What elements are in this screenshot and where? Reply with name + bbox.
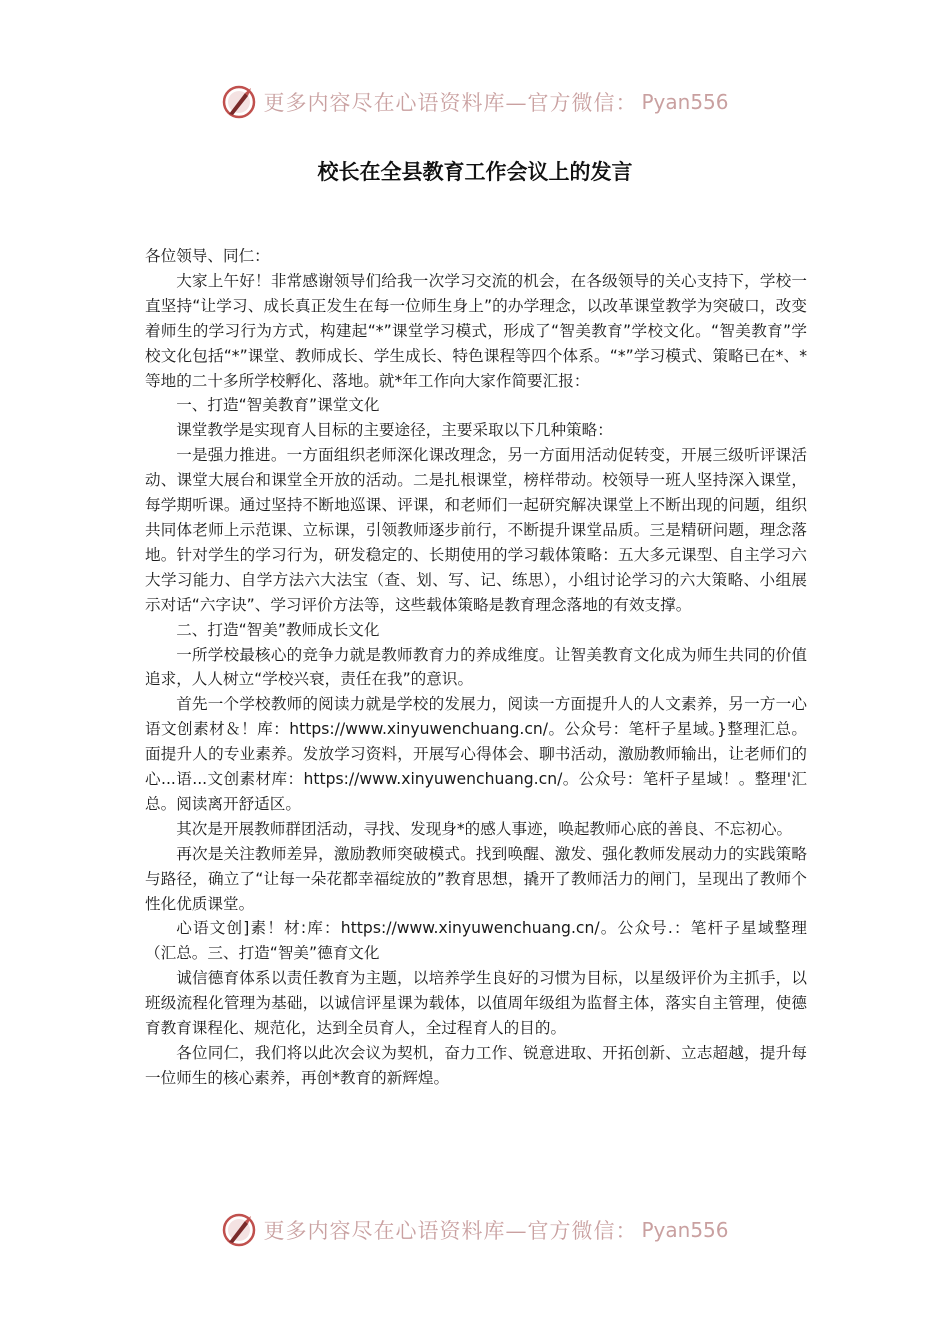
document-body [145, 244, 807, 1091]
banner-text: 更多内容尽在心语资料库—官方微信： [263, 1219, 638, 1243]
section-heading: 一、打造“智美教育”课堂文化 [176, 396, 380, 415]
document-title: 校长在全县教育工作会议上的发言 [317, 160, 633, 184]
paragraph: 课堂教学是实现育人目标的主要途径，主要采取以下几种策略： [176, 421, 613, 440]
section-heading: 二、打造“智美”教师成长文化 [176, 620, 380, 639]
salutation: 各位领导、同仁： [145, 247, 270, 265]
paragraph: 一所学校最核心的竞争力就是教师教育力的养成维度。让智美教育文化成为师生共同的价值追求，人人树立“学校兴衰，责任在我”的意识。 [145, 645, 807, 689]
paragraph: 首先一个学校教师的阅读力就是学校的发展力，阅读一方面提升人的人文素养，另一方一心语文创素材＆！库：https://www.xinyuwenchuang.cn/。公众号：笔杆子星域。}整理汇总。面提升人的专业素养。发放学习资料，开展写心得体会、聊书活动，激励教师输出，让老师们的心...语...文创素材库：https://www.xinyuwenchuang.cn/。公众号：笔杆子星域！。整理'汇总。阅读离开舒适区。 [145, 695, 807, 813]
quill-logo-icon [221, 1212, 257, 1248]
header-banner [0, 80, 950, 124]
footer-banner [0, 1208, 950, 1252]
paragraph: 其次是开展教师群团活动，寻找、发现身*的感人事迹，唤起教师心底的善良、不忘初心。 [176, 819, 793, 838]
paragraph: 各位同仁，我们将以此次会议为契机，奋力工作、锐意进取、开拓创新、立志超越，提升每一位师生的核心素养，再创*教育的新辉煌。 [145, 1044, 807, 1087]
paragraph: 一是强力推进。一方面组织老师深化课改理念，另一方面用活动促转变，开展三级听评课活动、课堂大展台和课堂全开放的活动。二是扎根课堂，榜样带动。校领导一班人坚持深入课堂，每学期听课。通过坚持不断地巡课、评课，和老师们一起研究解决课堂上不断出现的问题，组织共同体老师上示范课、立标课，引领教师逐步前行，不断提升课堂品质。三是精研问题，理念落地。针对学生的学习行为，研发稳定的、长期使用的学习载体策略：五大多元课型、自主学习六大学习能力、自学方法六大法宝（查、划、写、记、练思），小组讨论学习的六大策略、小组展示对话“六字诀”、学习评价方法等，这些载体策略是教育理念落地的有效支撑。 [145, 446, 807, 614]
quill-logo-icon [221, 84, 257, 120]
paragraph: 大家上午好！非常感谢领导们给我一次学习交流的机会，在各级领导的关心支持下，学校一直坚持“让学习、成长真正发生在每一位师生身上”的办学理念，以改革课堂教学为突破口，改变着师生的学习行为方式，构建起“*”课堂学习模式，形成了“智美教育”学校文化。“智美教育”学校文化包括“*”课堂、教师成长、学生成长、特色课程等四个体系。“*”学习模式、策略已在*、*等地的二十多所学校孵化、落地。就*年工作向大家作简要汇报： [145, 271, 807, 390]
paragraph: 诚信德育体系以责任教育为主题，以培养学生良好的习惯为目标，以星级评价为主抓手，以班级流程化管理为基础，以诚信评星课为载体，以值周年级组为监督主体，落实自主管理，使德育教育课程化、规范化，达到全员育人，全过程育人的目的。 [145, 969, 807, 1038]
paragraph: 心语文创]素！材:库：https://www.xinyuwenchuang.cn/。公众号.：笔杆子星域整理（汇总。三、打造“智美”德育文化 [145, 919, 807, 963]
wechat-id: Pyan556 [641, 90, 729, 114]
wechat-id: Pyan556 [641, 1218, 729, 1242]
paragraph: 再次是关注教师差异，激励教师突破模式。找到唤醒、激发、强化教师发展动力的实践策略与路径，确立了“让每一朵花都幸福绽放的”教育思想，撬开了教师活力的闸门，呈现出了教师个性化优质课堂。 [145, 844, 807, 913]
banner-text: 更多内容尽在心语资料库—官方微信： [263, 91, 638, 115]
